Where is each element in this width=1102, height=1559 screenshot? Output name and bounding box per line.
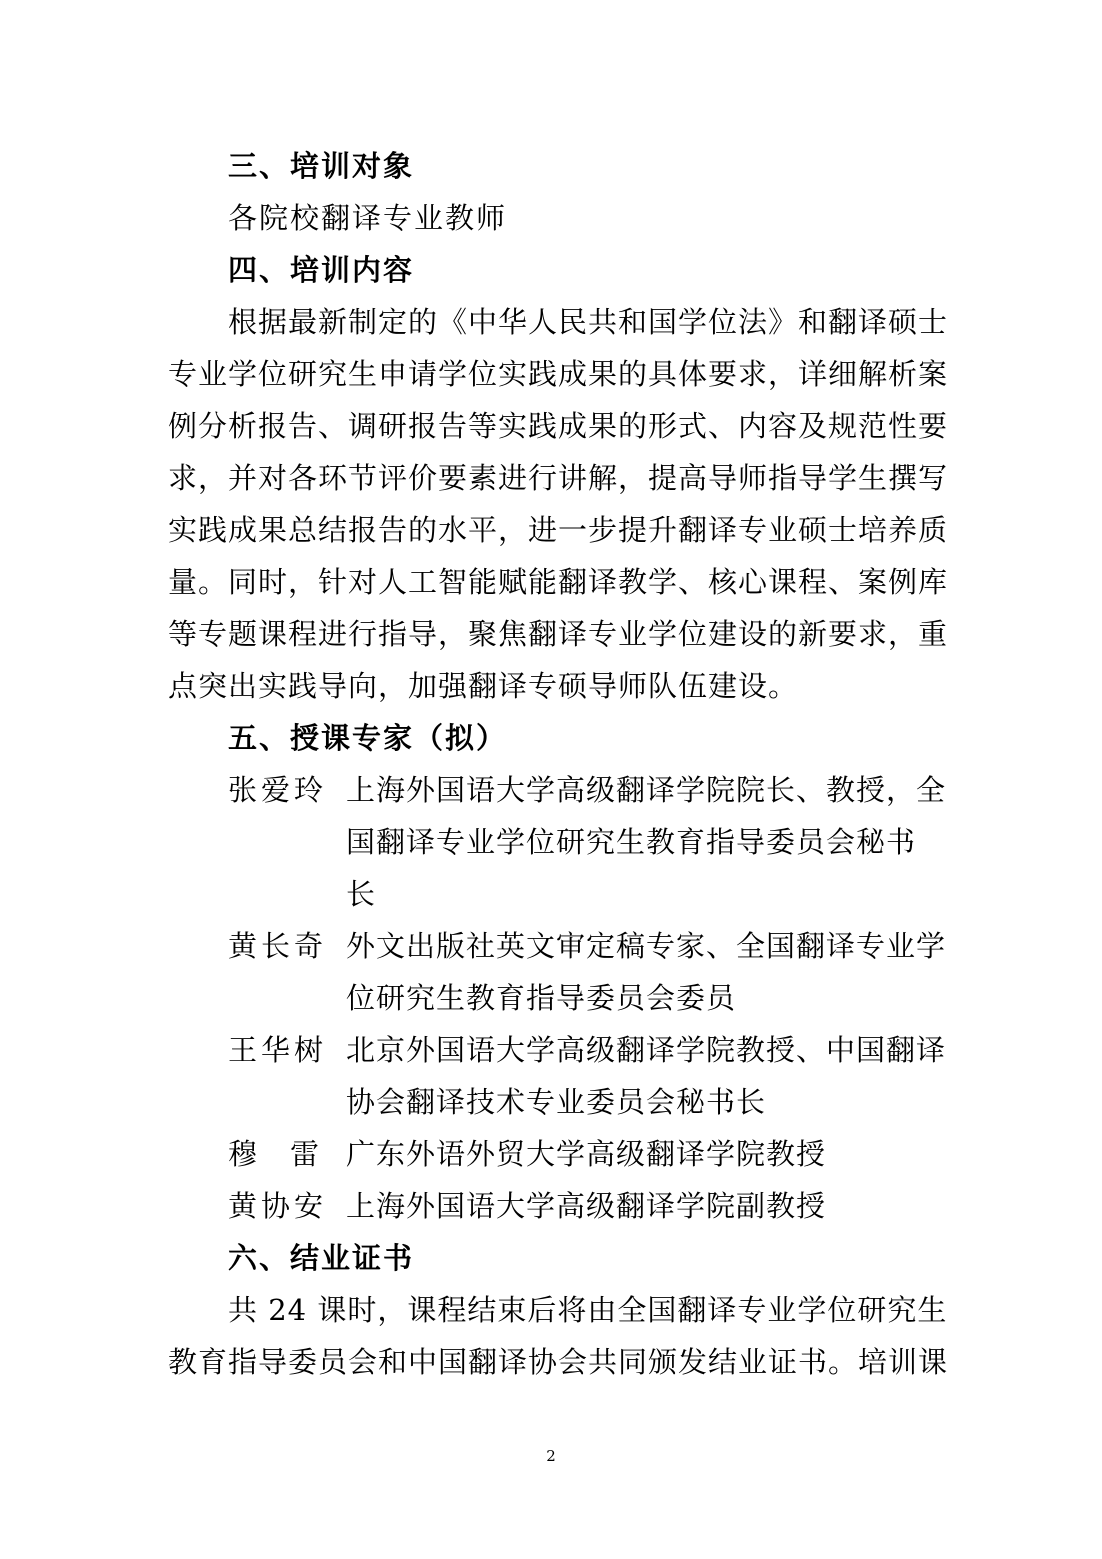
section-heading-training-target: 三、培训对象 <box>228 149 415 183</box>
expert-name: 黄协安 <box>228 1189 328 1223</box>
page-number: 2 <box>546 1447 556 1465</box>
expert-description-line: 广东外语外贸大学高级翻译学院教授 <box>346 1137 827 1171</box>
paragraph-line: 例分析报告、调研报告等实践成果的形式、内容及规范性要 <box>168 409 949 443</box>
section-heading-experts: 五、授课专家（拟） <box>228 721 508 755</box>
paragraph-line: 共 24 课时，课程结束后将由全国翻译专业学位研究生 <box>228 1293 948 1327</box>
expert-description-line: 国翻译专业学位研究生教育指导委员会秘书 <box>346 825 917 859</box>
paragraph-line: 等专题课程进行指导，聚焦翻译专业学位建设的新要求，重 <box>168 617 949 651</box>
expert-name: 张爱玲 <box>228 773 328 807</box>
paragraph-line: 实践成果总结报告的水平，进一步提升翻译专业硕士培养质 <box>168 513 949 547</box>
section-heading-training-content: 四、培训内容 <box>228 253 415 287</box>
expert-description-line: 位研究生教育指导委员会委员 <box>346 981 737 1015</box>
expert-description-line: 协会翻译技术专业委员会秘书长 <box>346 1085 767 1119</box>
expert-description-line: 上海外国语大学高级翻译学院副教授 <box>346 1189 827 1223</box>
expert-description-line: 外文出版社英文审定稿专家、全国翻译专业学 <box>346 929 947 963</box>
paragraph-line: 根据最新制定的《中华人民共和国学位法》和翻译硕士 <box>228 305 949 339</box>
paragraph-line: 专业学位研究生申请学位实践成果的具体要求，详细解析案 <box>168 357 949 391</box>
expert-name: 王华树 <box>228 1033 328 1067</box>
expert-name: 穆 雷 <box>228 1137 322 1171</box>
paragraph-line: 点突出实践导向，加强翻译专硕导师队伍建设。 <box>168 669 799 703</box>
expert-name: 黄长奇 <box>228 929 328 963</box>
section-heading-certificate: 六、结业证书 <box>228 1241 415 1275</box>
expert-description-line: 长 <box>346 877 377 911</box>
paragraph-line: 教育指导委员会和中国翻译协会共同颁发结业证书。培训课 <box>168 1345 949 1379</box>
expert-description-line: 北京外国语大学高级翻译学院教授、中国翻译 <box>346 1033 947 1067</box>
paragraph-line: 量。同时，针对人工智能赋能翻译教学、核心课程、案例库 <box>168 565 949 599</box>
paragraph-line: 求，并对各环节评价要素进行讲解，提高导师指导学生撰写 <box>168 461 949 495</box>
expert-description-line: 上海外国语大学高级翻译学院院长、教授，全 <box>346 773 947 807</box>
training-target-text: 各院校翻译专业教师 <box>228 201 508 235</box>
